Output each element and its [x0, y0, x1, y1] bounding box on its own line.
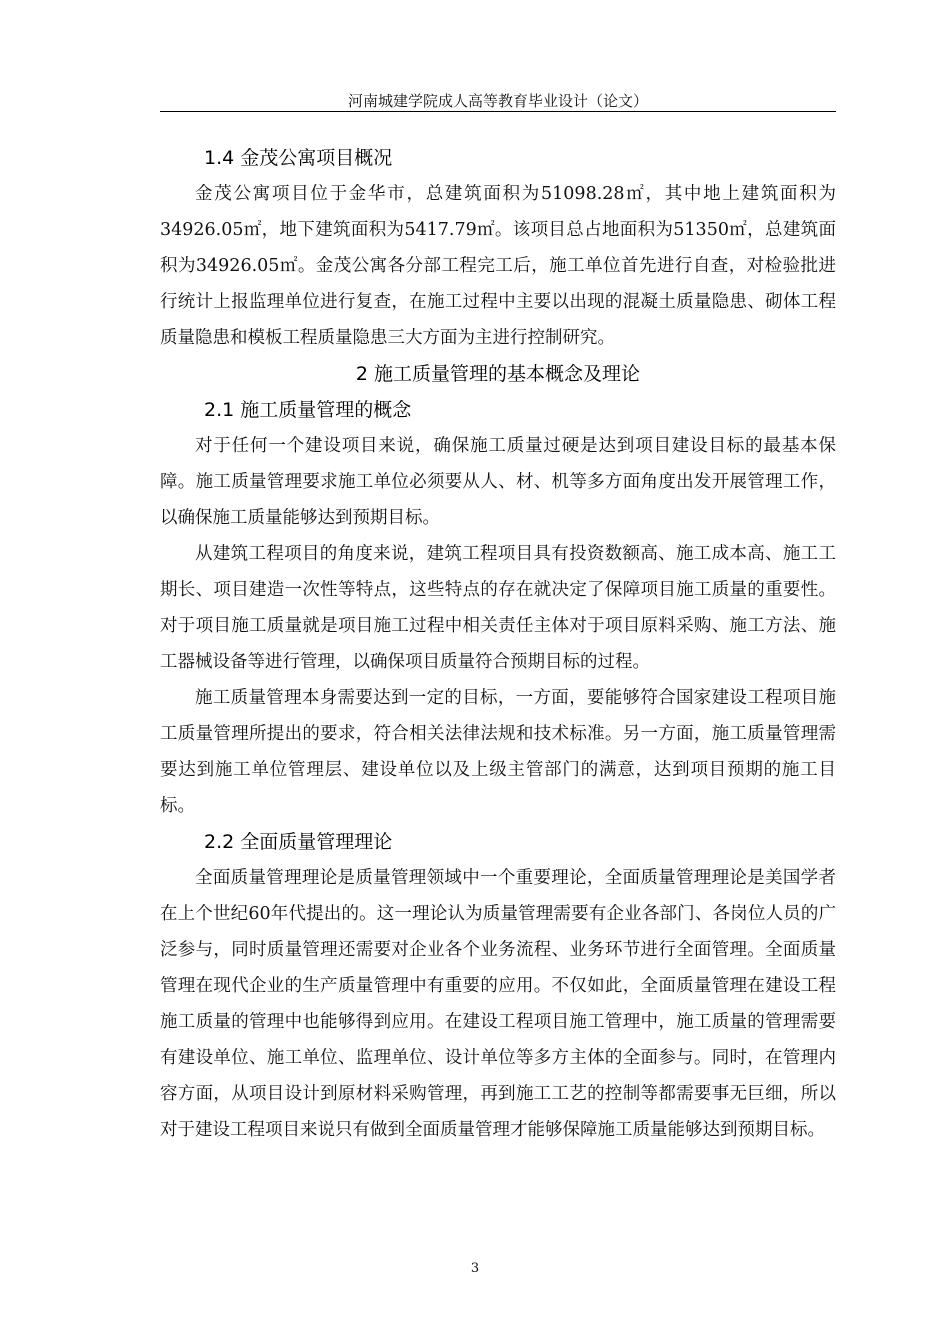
page-number: 3: [470, 1261, 480, 1276]
section-heading-1-4: 1.4 金茂公寓项目概况: [204, 147, 393, 169]
page-body: [160, 140, 836, 1148]
section-heading-2-1: 2.1 施工质量管理的概念: [204, 399, 412, 421]
section-heading-2-2: 2.2 全面质量管理理论: [204, 831, 393, 853]
header-divider: [160, 111, 836, 112]
paragraph-2-2-1: 全面质量管理理论是质量管理领域中一个重要理论，全面质量管理理论是美国学者在上个世纪60年代提出的。这一理论认为质量管理需要有企业各部门、各岗位人员的广泛参与，同时质量管理还需要对企业各个业务流程、业务环节进行全面管理。全面质量管理在现代企业的生产质量管理中有重要的应用。不仅如此，全面质量管理在建设工程施工质量的管理中也能够得到应用。在建设工程项目施工管理中，施工质量的管理需要有建设单位、施工单位、监理单位、设计单位等多方主体的全面参与。同时，在管理内容方面，从项目设计到原材料采购管理，再到施工工艺的控制等都需要事无巨细，所以对于建设工程项目来说只有做到全面质量管理才能够保障施工质量能够达到预期目标。: [160, 868, 836, 1140]
paragraph-2-1-1: 对于任何一个建设项目来说，确保施工质量过硬是达到项目建设目标的最基本保障。施工质量管理要求施工单位必须要从人、材、机等多方面角度出发开展管理工作，以确保施工质量能够达到预期目标。: [160, 436, 836, 528]
chapter-heading-2: 2 施工质量管理的基本概念及理论: [355, 363, 641, 385]
paragraph-2-1-2: 从建筑工程项目的角度来说，建筑工程项目具有投资数额高、施工成本高、施工工期长、项目建造一次性等特点，这些特点的存在就决定了保障项目施工质量的重要性。对于项目施工质量就是项目施工过程中相关责任主体对于项目原料采购、施工方法、施工器械设备等进行管理，以确保项目质量符合预期目标的过程。: [160, 544, 836, 672]
paragraph-2-1-3: 施工质量管理本身需要达到一定的目标，一方面，要能够符合国家建设工程项目施工质量管理所提出的要求，符合相关法律法规和技术标准。另一方面，施工质量管理需要达到施工单位管理层、建设单位以及上级主管部门的满意，达到项目预期的施工目标。: [160, 688, 836, 816]
paragraph-1-4-1: 金茂公寓项目位于金华市，总建筑面积为51098.28㎡，其中地上建筑面积为34926.05㎡，地下建筑面积为5417.79㎡。该项目总占地面积为51350㎡，总建筑面积为34926.05㎡。金茂公寓各分部工程完工后，施工单位首先进行自查，对检验批进行统计上报监理单位进行复查，在施工过程中主要以出现的混凝土质量隐患、砌体工程质量隐患和模板工程质量隐患三大方面为主进行控制研究。: [160, 184, 836, 348]
page-header-title: 河南城建学院成人高等教育毕业设计（论文）: [347, 92, 648, 110]
